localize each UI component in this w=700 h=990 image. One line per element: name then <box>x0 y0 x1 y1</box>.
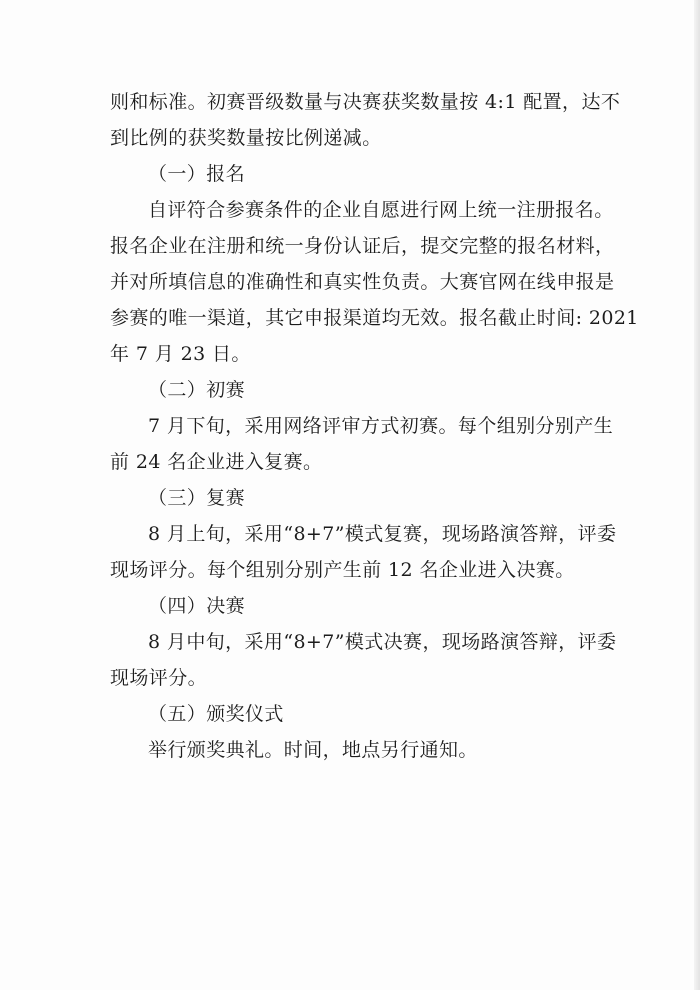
page-edge-shadow <box>694 0 700 990</box>
text-line: 到比例的获奖数量按比例递减。 <box>110 127 382 149</box>
section-final <box>110 588 617 696</box>
text-line: 举行颁奖典礼。时间，地点另行通知。 <box>148 739 478 761</box>
text-line: 现场评分。 <box>110 667 208 689</box>
section-award-ceremony <box>110 696 600 768</box>
section-preliminary <box>110 372 614 480</box>
section-heading: （三）复赛 <box>148 487 246 509</box>
text-line: 参赛的唯一渠道，其它申报渠道均无效。报名截止时间: 2021 <box>110 307 639 329</box>
text-line: 8 月上旬，采用“8+7”模式复赛，现场路演答辩，评委 <box>148 523 617 545</box>
text-line: 报名企业在注册和统一身份认证后，提交完整的报名材料， <box>110 235 615 257</box>
text-line: 年 7 月 23 日。 <box>110 343 251 365</box>
section-heading: （二）初赛 <box>148 379 246 401</box>
section-heading: （一）报名 <box>148 163 246 185</box>
section-heading: （四）决赛 <box>148 595 246 617</box>
text-line: 并对所填信息的准确性和真实性负责。大赛官网在线申报是 <box>110 271 615 293</box>
text-line: 自评符合参赛条件的企业自愿进行网上统一注册报名。 <box>148 199 614 221</box>
text-line: 8 月中旬，采用“8+7”模式决赛，现场路演答辩，评委 <box>148 631 617 653</box>
section-semifinal <box>110 480 617 588</box>
text-line: 现场评分。每个组别分别产生前 12 名企业进入决赛。 <box>110 559 575 581</box>
text-line: 前 24 名企业进入复赛。 <box>110 451 323 473</box>
section-registration <box>110 156 639 372</box>
text-line: 则和标准。初赛晋级数量与决赛获奖数量按 4:1 配置，达不 <box>110 91 621 113</box>
document-body <box>110 84 639 768</box>
text-line: 7 月下旬，采用网络评审方式初赛。每个组别分别产生 <box>148 415 614 437</box>
intro-paragraph <box>110 84 621 156</box>
section-heading: （五）颁奖仪式 <box>148 703 284 725</box>
